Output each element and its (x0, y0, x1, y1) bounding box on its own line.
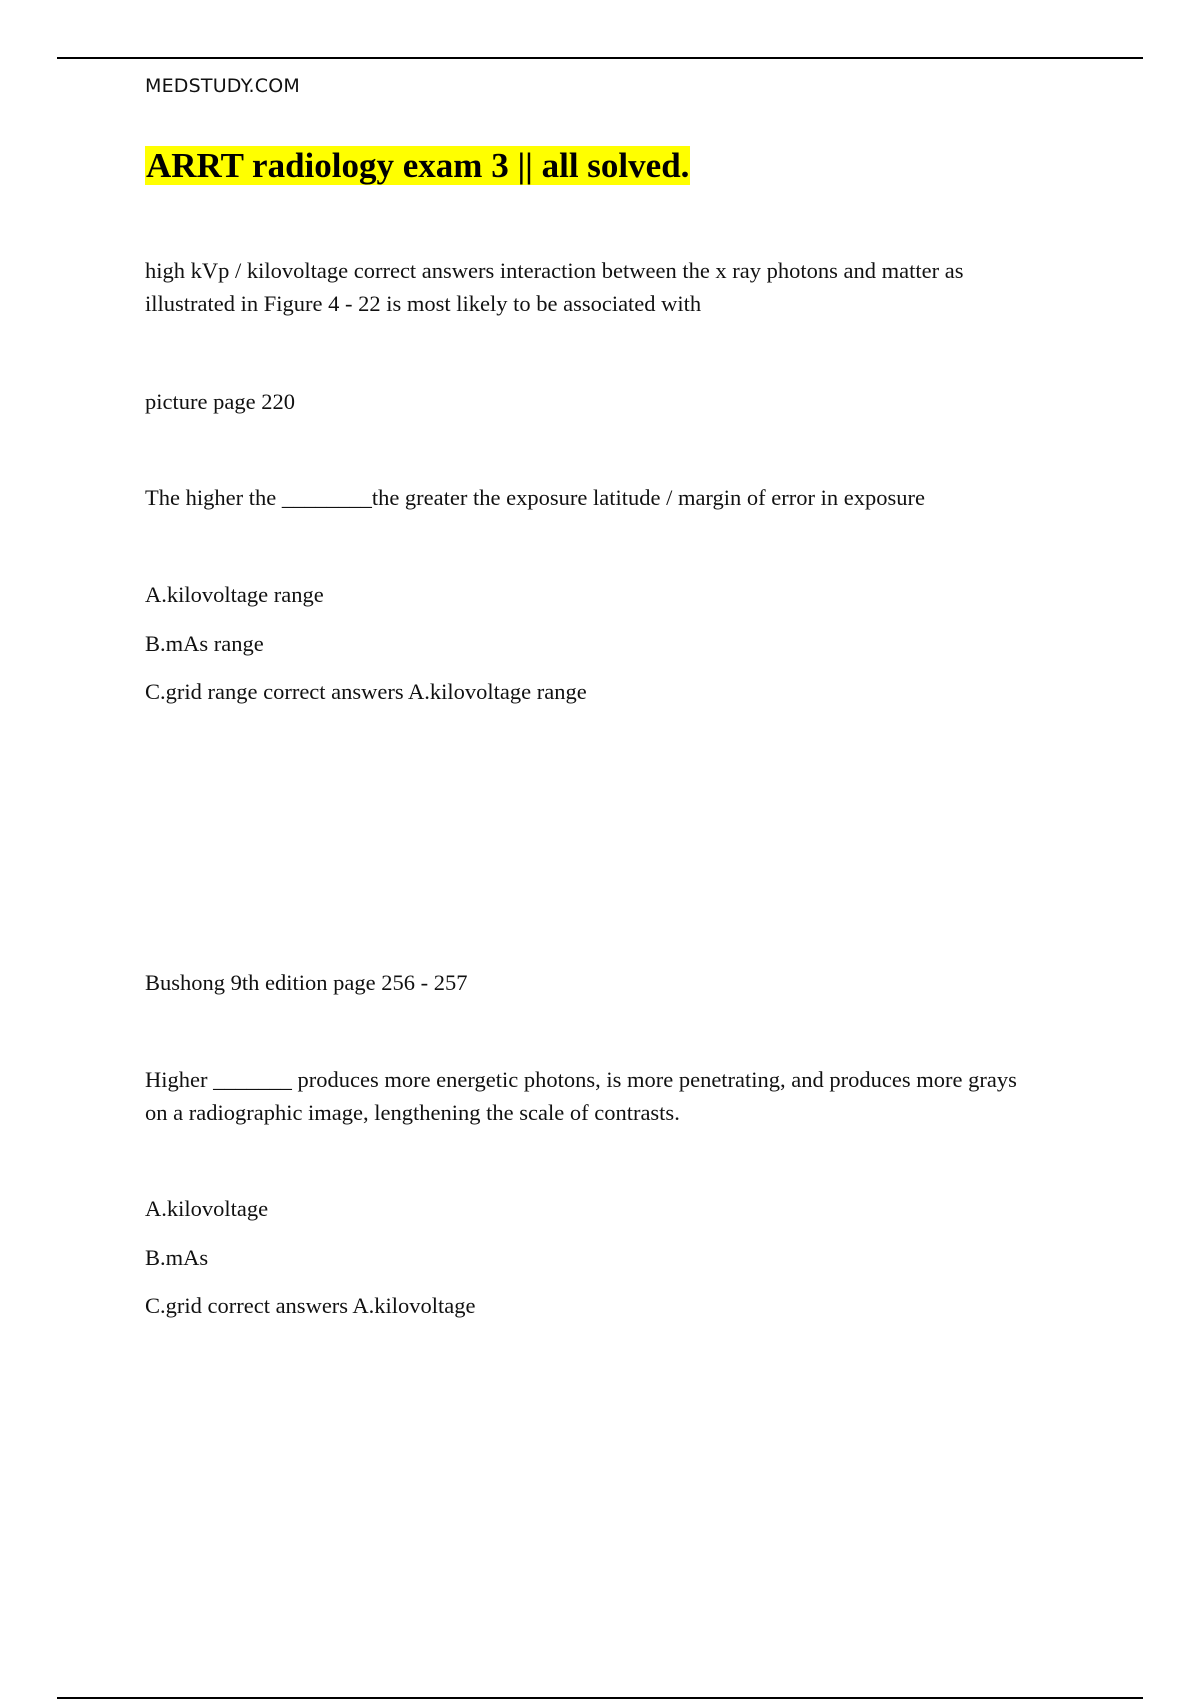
question-3-line-1: Higher _______ produces more energetic photons, is more penetrating, and produces more grays (145, 1067, 1017, 1092)
question-2-option-a: A.kilovoltage range (145, 582, 324, 607)
question-3-option-a: A.kilovoltage (145, 1196, 269, 1221)
document-title (145, 144, 690, 188)
top-rule (57, 57, 1143, 59)
question-1-reference: picture page 220 (145, 389, 295, 414)
site-header: MEDSTUDY.COM (145, 75, 301, 97)
question-2-text: The higher the ________the greater the exposure latitude / margin of error in exposure (145, 485, 925, 510)
highlighted-title-text: ARRT radiology exam 3 || all solved. (146, 146, 690, 185)
question-2-reference: Bushong 9th edition page 256 - 257 (145, 970, 468, 995)
question-1-line-2: illustrated in Figure 4 - 22 is most likely to be associated with (145, 291, 702, 316)
question-1-line-1: high kVp / kilovoltage correct answers interaction between the x ray photons and matter as (145, 258, 964, 283)
question-2-option-b: B.mAs range (145, 631, 264, 656)
bottom-rule (57, 1697, 1143, 1699)
question-2-option-c: C.grid range correct answers A.kilovoltage range (145, 679, 587, 704)
question-3-option-b: B.mAs (145, 1245, 209, 1270)
question-3-line-2: on a radiographic image, lengthening the scale of contrasts. (145, 1100, 680, 1125)
question-3-option-c: C.grid correct answers A.kilovoltage (145, 1293, 476, 1318)
